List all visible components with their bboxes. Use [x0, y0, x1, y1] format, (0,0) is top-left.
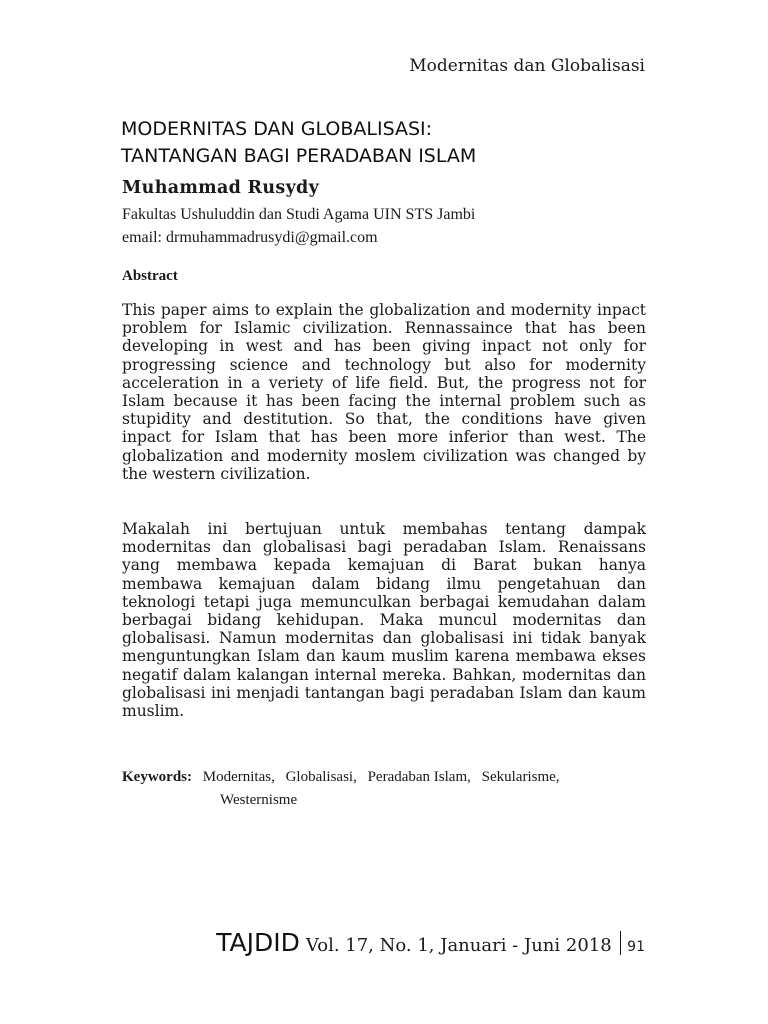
- abstract-english-paragraph: This paper aims to explain the globalization and modernity inpact problem for Islamic civilization. Rennassaince that has been developing in west and has been giving inpact not only for progressing science and technology but also for modernity acceleration in a veriety of life field. But, the progress not for Islam because it has been facing the internal problem such as stupidity and destitution. So that, the conditions have given inpact for Islam that has been more inferior than west. The globalization and modernity moslem civilization was changed by the western civilization.: [122, 301, 646, 483]
- abstract-heading: Abstract: [122, 268, 178, 284]
- keywords-block: [122, 766, 560, 808]
- keywords-label: Keywords: [122, 769, 187, 785]
- journal-name: TAJDID: [216, 928, 300, 957]
- keyword-item: Peradaban Islam,: [367, 769, 471, 785]
- footer-divider: [620, 931, 622, 955]
- journal-issue: Vol. 17, No. 1, Januari - Juni 2018: [305, 935, 612, 956]
- running-header: Modernitas dan Globalisasi: [409, 56, 645, 76]
- page-footer: [216, 928, 645, 957]
- article-title: [121, 116, 476, 170]
- author-name: Muhammad Rusydy: [122, 178, 320, 198]
- author-affiliation: Fakultas Ushuluddin dan Studi Agama UIN STS Jambi: [122, 206, 476, 223]
- article-title-line-1: MODERNITAS DAN GLOBALISASI:: [121, 118, 433, 140]
- keyword-item: Westernisme: [220, 792, 298, 808]
- page-number: 91: [627, 939, 645, 955]
- abstract-body: [122, 301, 646, 721]
- author-email: email: drmuhammadrusydi@gmail.com: [122, 229, 378, 246]
- article-title-line-2: TANTANGAN BAGI PERADABAN ISLAM: [121, 145, 477, 167]
- keyword-item: Sekularisme,: [481, 769, 560, 785]
- abstract-indonesian-paragraph: Makalah ini bertujuan untuk membahas tentang dampak modernitas dan globalisasi bagi peradaban Islam. Renaissans yang membawa kepada kemajuan di Barat bukan hanya membawa kemajuan dalam bidang ilmu pengetahuan dan teknologi tetapi juga memunculkan berbagai kemudahan dalam berbagai bidang kehidupan. Maka muncul modernitas dan globalisasi. Namun modernitas dan globalisasi ini tidak banyak menguntungkan Islam dan kaum muslim karena membawa ekses negatif dalam kalangan internal mereka. Bahkan, modernitas dan globalisasi ini menjadi tantangan bagi peradaban Islam dan kaum muslim.: [122, 520, 646, 721]
- keyword-item: Modernitas,: [202, 769, 275, 785]
- keyword-item: Globalisasi,: [285, 769, 357, 785]
- author-affiliation-block: [122, 203, 475, 249]
- keywords-colon: :: [187, 769, 192, 785]
